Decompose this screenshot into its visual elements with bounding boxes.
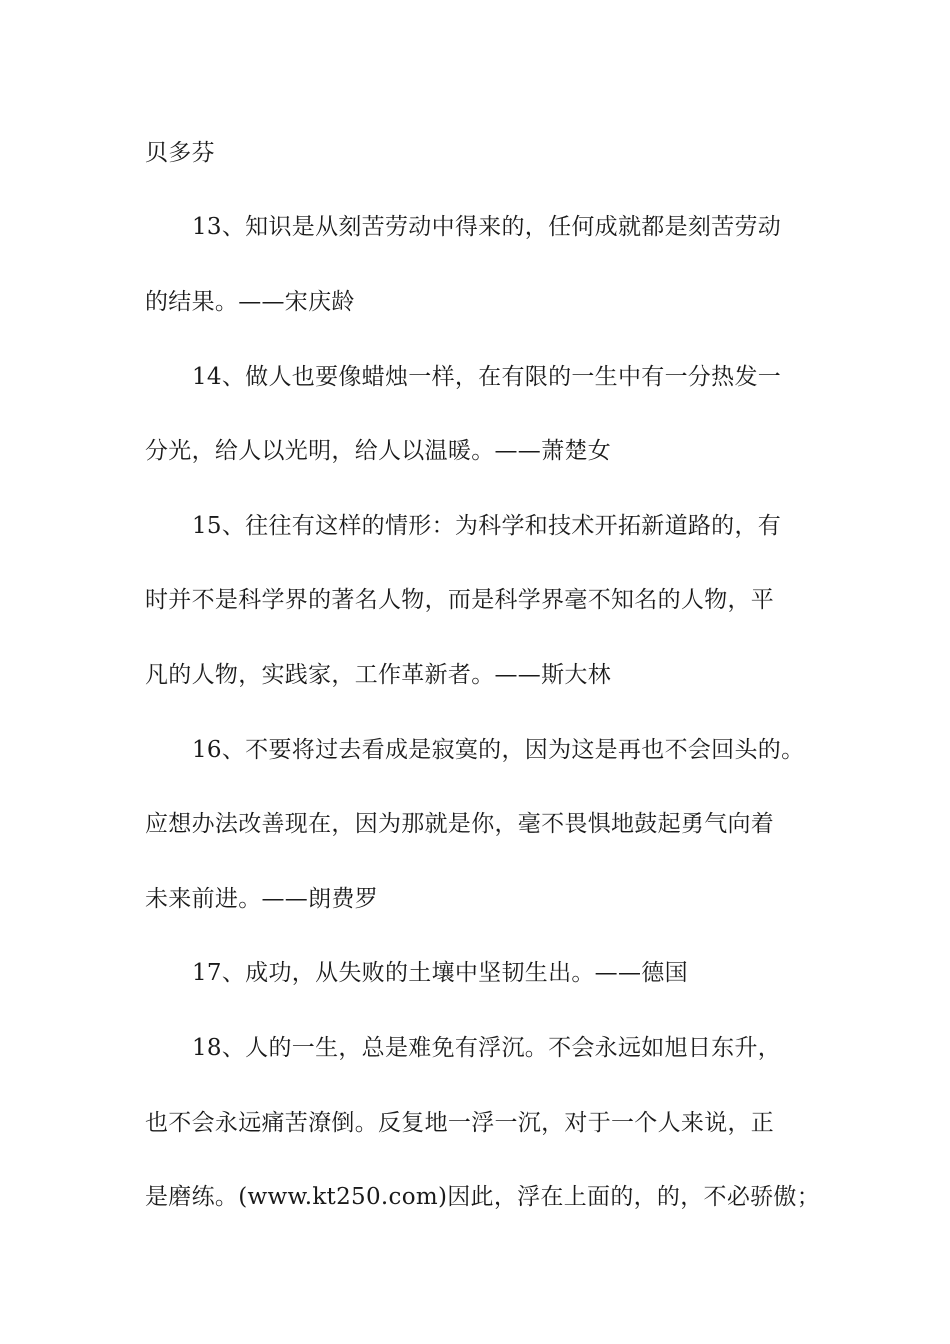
quote-13-line: 13、知识是从刻苦劳动中得来的，任何成就都是刻苦劳动	[192, 214, 782, 240]
text-line: 是磨练。(www.kt250.com)因此，浮在上面的，的，不必骄傲；	[145, 1184, 821, 1210]
text-line: 也不会永远痛苦潦倒。反复地一浮一沉，对于一个人来说，正	[145, 1110, 775, 1136]
quote-18-line: 18、人的一生，总是难免有浮沉。不会永远如旭日东升，	[192, 1035, 782, 1061]
text-line: 未来前进。——朗费罗	[145, 886, 378, 912]
text-line: 贝多芬	[145, 140, 215, 166]
quote-17-line: 17、成功，从失败的土壤中坚韧生出。——德国	[192, 960, 688, 986]
quote-16-line: 16、不要将过去看成是寂寞的，因为这是再也不会回头的。	[192, 737, 805, 763]
text-line: 应想办法改善现在，因为那就是你，毫不畏惧地鼓起勇气向着	[145, 811, 775, 837]
text-line: 时并不是科学界的著名人物，而是科学界毫不知名的人物，平	[145, 587, 775, 613]
text-line: 凡的人物，实践家，工作革新者。——斯大林	[145, 662, 611, 688]
quote-14-line: 14、做人也要像蜡烛一样，在有限的一生中有一分热发一	[192, 364, 782, 390]
quote-15-line: 15、往往有这样的情形：为科学和技术开拓新道路的，有	[192, 513, 782, 539]
text-line: 的结果。——宋庆龄	[145, 289, 355, 315]
text-line: 分光，给人以光明，给人以温暖。——萧楚女	[145, 438, 611, 464]
